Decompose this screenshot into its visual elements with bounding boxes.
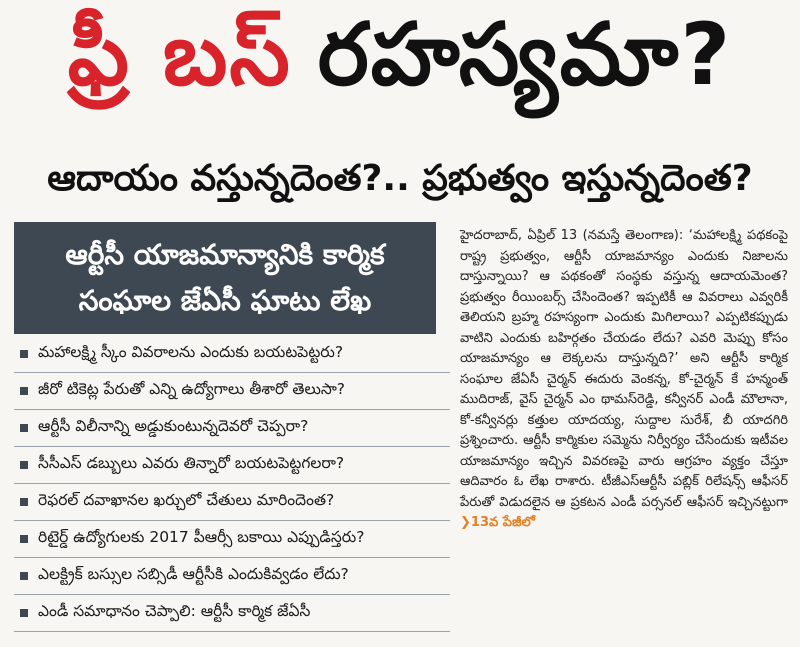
headline bbox=[0, 0, 800, 130]
list-item bbox=[14, 484, 450, 521]
bullet-text: ఎండీ సమాధానం చెప్పాలి: ఆర్టీసీ కార్మిక జేఏసీ bbox=[38, 602, 311, 620]
bullet-text: ఎలక్ట్రిక్ బస్సుల సబ్సిడీ ఆర్టీసీకి ఎందుకివ్వడం లేదు? bbox=[38, 565, 349, 583]
subheadline: ఆదాయం వస్తున్నదెంత?.. ప్రభుత్వం ఇస్తున్నదెంత? bbox=[47, 158, 753, 199]
square-bullet-icon bbox=[20, 535, 28, 543]
list-item bbox=[14, 373, 450, 410]
list-item bbox=[14, 410, 450, 447]
list-item bbox=[14, 595, 450, 632]
bullet-text: రిటైర్డ్ ఉద్యోగులకు 2017 పీఆర్సీ బకాయి ఎప్పుడిస్తరు? bbox=[38, 528, 365, 546]
square-bullet-icon bbox=[20, 424, 28, 432]
continued-link[interactable] bbox=[460, 515, 535, 530]
square-bullet-icon bbox=[20, 387, 28, 395]
continued-label: 13వ పేజీలో bbox=[470, 515, 535, 530]
article-text: హైదరాబాద్, ఏప్రిల్ 13 (నమస్తే తెలంగాణ): ‘మహాలక్ష్మి పథకంపై రాష్ట్ర ప్రభుత్వం, ఆర్టీసీ యాజమాన్యం ఎందుకు నిజాలను దాస్తున్నాయి? ఆ పథకంతో సంస్థకు వస్తున్న ఆదాయమెంత? ప్రభుత్వం రీయింబర్స్ చేసిందెంత? ఇప్పటికీ ఆ వివరాలు ఎవ్వరికీ తెలియని బ్రహ్మ రహస్యంగా ఎందుకు మిగిలాయి? ఎప్పటికప్పుడు వాటిని ఎందుకు బహిర్గతం చేయడం లేదు? ఎవరి మెప్పు కోసం యాజమాన్యం ఆ లెక్కలను దాస్తున్నది?’ అని ఆర్టీసీ కార్మిక సంఘాల జేఏసీ చైర్మన్ ఈదురు వెంకన్న, కో-చైర్మన్ కే హన్మంత్ ముదిరాజ్, వైస్ చైర్మన్ ఎం థామస్‌రెడ్డి, కన్వీనర్ ఎండీ మౌలానా, కో-కన్వీనర్లు కత్తుల యాదయ్య, సుద్దాల సురేశ్, బీ యాదగిరి ప్రశ్నించారు. ఆర్టీసీ కార్మికుల సమ్మెను నిర్వీర్యం చేసేందుకు ఇటీవల యాజమాన్యం ఇచ్చిన వివరణపై వారు ఆగ్రహం వ్యక్తం చేస్తూ ఆదివారం ఓ లేఖ రాశారు. టీజీఎస్‌ఆర్టీసీ పబ్లిక్ రిలేషన్స్ ఆఫీసర్ పేరుతో విడుదలైన ఆ ప్రకటన ఎండీ పర్సనల్ ఆఫీసర్ ఇచ్చినట్టుగా bbox=[460, 228, 788, 510]
headline-part-1: ఫ్రీ బస్ bbox=[67, 4, 292, 105]
panel-line-1: ఆర్టీసీ యాజమాన్యానికి కార్మిక bbox=[65, 238, 385, 271]
panel-line-2: సంఘాల జేఏసీ ఘాటు లేఖ bbox=[78, 284, 372, 317]
bullet-text: సీసీఎస్ డబ్బులు ఎవరు తిన్నారో బయటపెట్టగలరా? bbox=[38, 454, 345, 472]
square-bullet-icon bbox=[20, 350, 28, 358]
bullet-list bbox=[14, 336, 450, 632]
square-bullet-icon bbox=[20, 572, 28, 580]
headline-part-2: రహస్యమా? bbox=[317, 4, 733, 105]
chevron-right-icon: ❯ bbox=[460, 515, 471, 530]
list-item bbox=[14, 521, 450, 558]
highlight-panel bbox=[14, 222, 436, 334]
bullet-text: మహాలక్ష్మి స్కీం వివరాలను ఎందుకు బయటపెట్టరు? bbox=[38, 343, 344, 361]
square-bullet-icon bbox=[20, 461, 28, 469]
list-item bbox=[14, 558, 450, 595]
article-body bbox=[460, 226, 788, 534]
square-bullet-icon bbox=[20, 609, 28, 617]
bullet-text: ఆర్టీసీ విలీనాన్ని అడ్డుకుంటున్నదెవరో చెప్పరా? bbox=[38, 417, 309, 435]
list-item bbox=[14, 447, 450, 484]
bullet-text: రెఫరల్ దవాఖానల ఖర్చులో చేతులు మారిందెంత? bbox=[38, 491, 335, 509]
square-bullet-icon bbox=[20, 498, 28, 506]
bullet-text: జీరో టికెట్ల పేరుతో ఎన్ని ఉద్యోగాలు తీశారో తెలుసా? bbox=[38, 380, 346, 398]
list-item bbox=[14, 336, 450, 373]
